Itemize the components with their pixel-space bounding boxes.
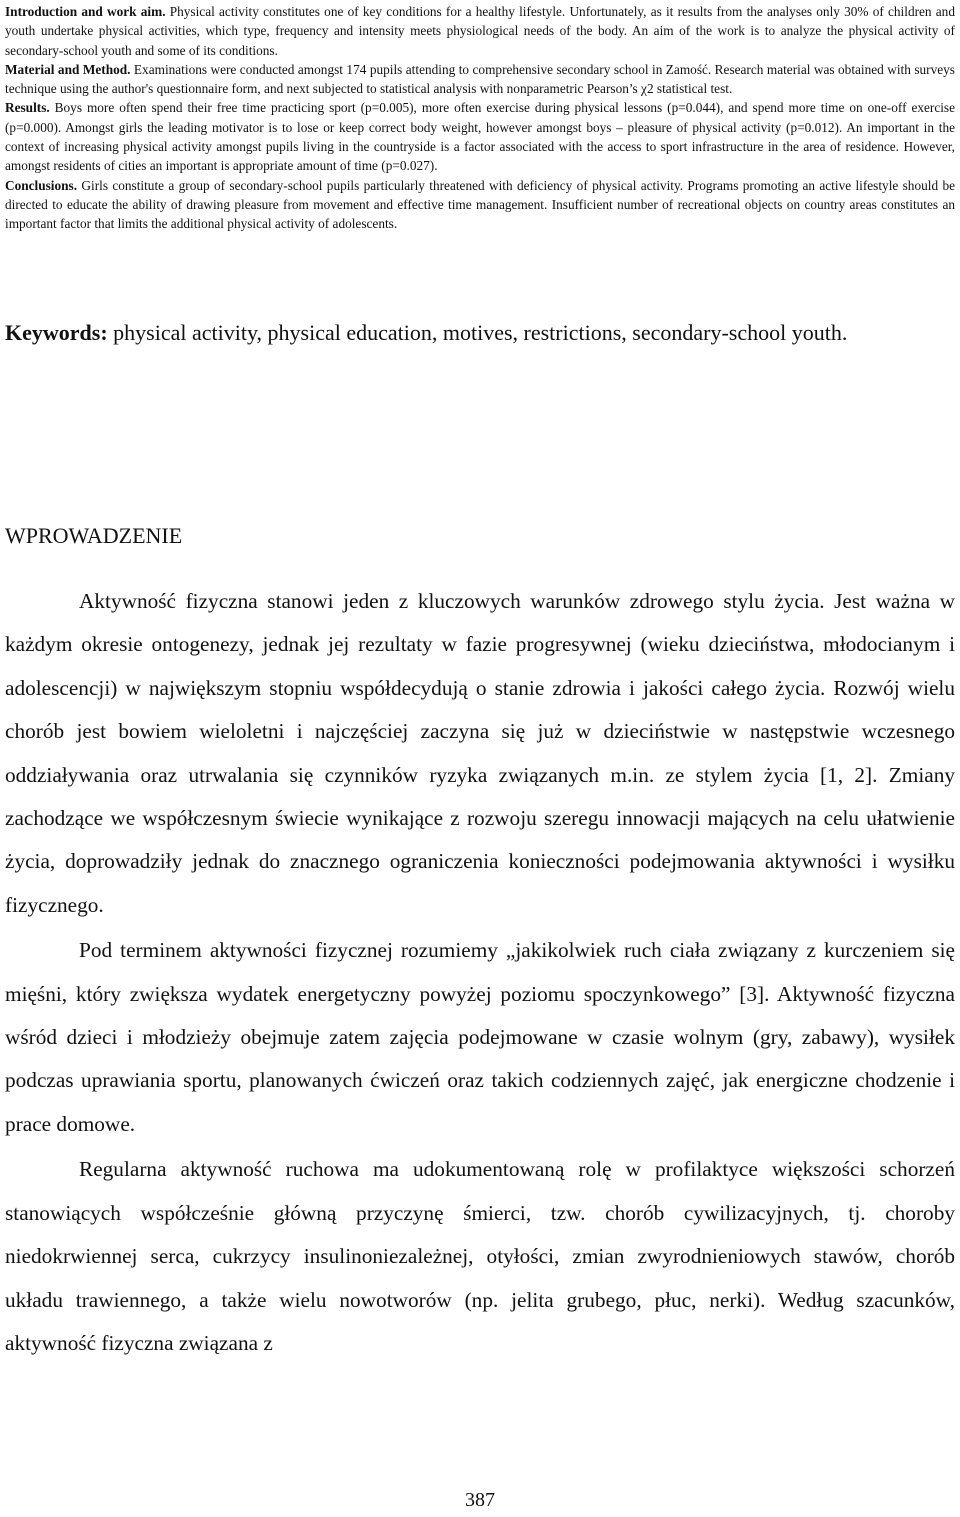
conclusions-text: Girls constitute a group of secondary-school pupils particularly threatened with deficiency of physical activity. Programs promoting an active lifestyle should be directed to educate the ability of drawing pleasure from movement and effective time management. Insufficient number of recreational objects on country areas constitutes an important factor that limits the additional physical activity of adolescents. [5,177,955,232]
page-number: 387 [465,1489,495,1511]
results-text: Boys more often spend their free time practicing sport (p=0.005), more often exercise during physical lessons (p=0.044), and spend more time on one-off exercise (p=0.000). Amongst girls the leading motivator is to lose or keep correct body weight, however amongst boys – pleasure of physical activity (p=0.012). An important in the context of increasing physical activity amongst pupils living in the countryside is a factor associated with the access to sport infrastructure in the area of residence. However, amongst residents of cities an important is appropriate amount of time (p=0.027). [5,100,955,174]
method-label: Material and Method. [5,61,131,77]
results-label: Results. [5,100,50,116]
method-text: Examinations were conducted amongst 174 pupils attending to comprehensive secondary school in Zamość. Research material was obtained with surveys technique using the author's questionnaire form, and next subjected to statistical analysis with nonparametric Pearson’s χ2 statistical test. [5,61,955,97]
body-text [5,580,955,1365]
abstract-introduction [5,2,955,60]
keywords-label: Keywords: [5,320,108,345]
abstract-conclusions [5,176,955,234]
conclusions-label: Conclusions. [5,177,78,193]
introduction-text: Physical activity constitutes one of key conditions for a healthy lifestyle. Unfortunately, as it results from the analyses only 30% of children and youth undertake physical activities, which type, frequency and intensity meets physiological needs of the body. An aim of the work is to analyze the physical activity of secondary-school youth and some of its conditions. [5,4,955,58]
abstract [5,2,955,234]
section-heading: WPROWADZENIE [5,523,183,548]
paragraph: Aktywność fizyczna stanowi jeden z kluczowych warunków zdrowego stylu życia. Jest ważna w każdym okresie ontogenezy, jednak jej rezultaty w fazie progresywnej (wieku dzieciństwa, młodocianym i adolescencji) w największym stopniu współdecydują o stanie zdrowia i jakości całego życia. Rozwój wielu chorób jest bowiem wieloletni i najczęściej zaczyna się już w dzieciństwie w następstwie wczesnego oddziaływania oraz utrwalania się czynników ryzyka związanych m.in. ze stylem życia [1, 2]. Zmiany zachodzące we współczesnym świecie wynikające z rozwoju szeregu innowacji mających na celu ułatwienie życia, doprowadziły jednak do znacznego ograniczenia konieczności podejmowania aktywności i wysiłku fizycznego. [5,589,955,917]
abstract-method [5,60,955,99]
paragraph: Regularna aktywność ruchowa ma udokumentowaną rolę w profilaktyce większości schorzeń stanowiących współcześnie główną przyczynę śmierci, tzw. chorób cywilizacyjnych, tj. choroby niedokrwiennej serca, cukrzycy insulinoniezależnej, otyłości, zmian zwyrodnieniowych stawów, chorób układu trawiennego, a także wielu nowotworów (np. jelita grubego, płuc, nerki). Według szacunków, aktywność fizyczna związana z [5,1157,955,1355]
paragraph: Pod terminem aktywności fizycznej rozumiemy „jakikolwiek ruch ciała związany z kurczeniem się mięśni, który zwiększa wydatek energetyczny powyżej poziomu spoczynkowego” [3]. Aktywność fizyczna wśród dzieci i młodzieży obejmuje zatem zajęcia podejmowane w czasie wolnym (gry, zabawy), wysiłek podczas uprawiania sportu, planowanych ćwiczeń oraz takich codziennych zajęć, jak energiczne chodzenie i prace domowe. [5,938,955,1136]
keywords [5,318,955,348]
introduction-label: Introduction and work aim. [5,4,166,19]
abstract-results [5,98,955,175]
keywords-text: physical activity, physical education, motives, restrictions, secondary-school youth. [107,320,848,345]
